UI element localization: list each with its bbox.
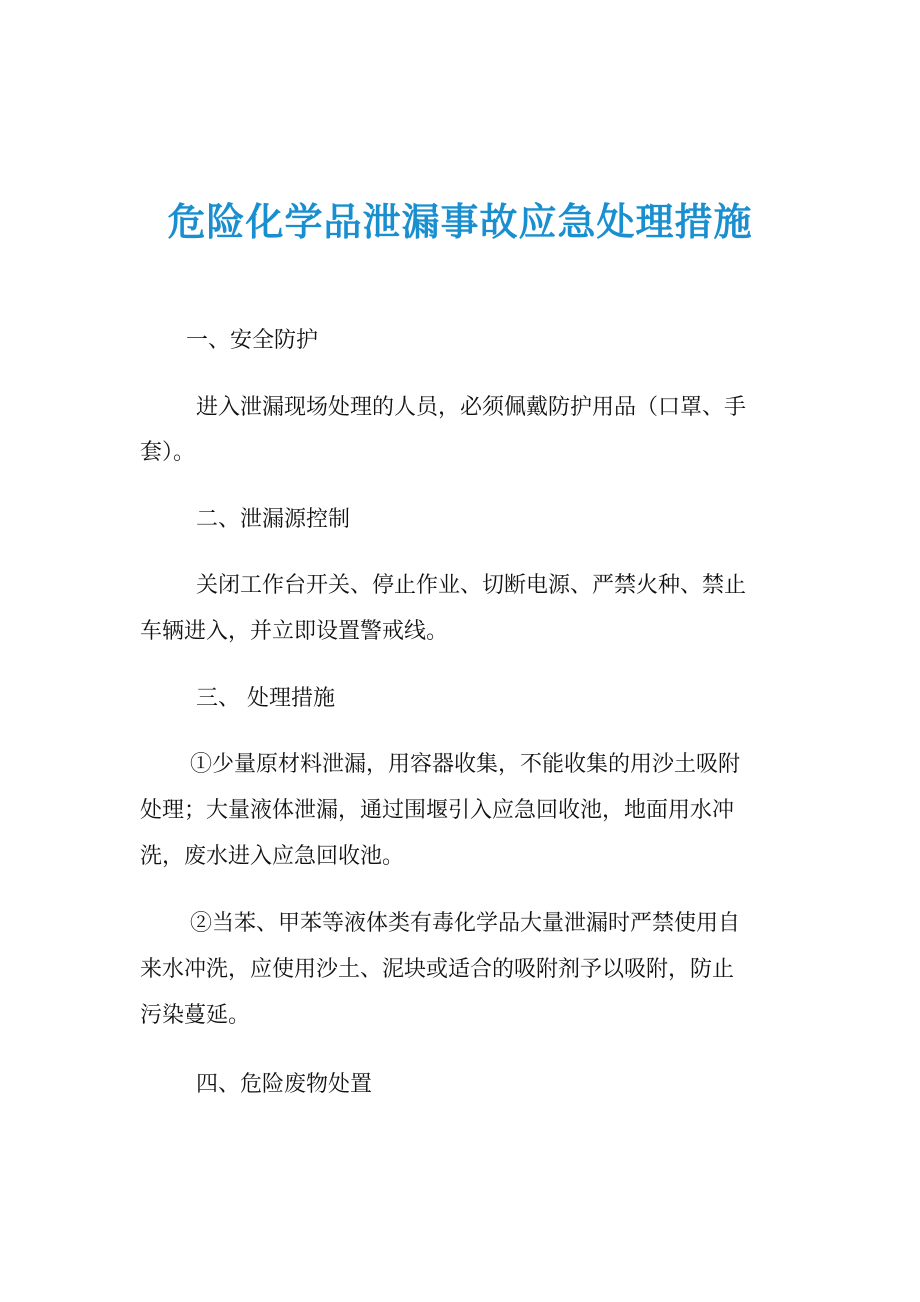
section-heading-4: 四、危险废物处置	[196, 1072, 373, 1097]
paragraph-line: 关闭工作台开关、停止作业、切断电源、严禁火种、禁止	[196, 573, 747, 598]
section-heading-2: 二、泄漏源控制	[196, 507, 351, 532]
paragraph-line: ①少量原材料泄漏，用容器收集，不能收集的用沙土吸附	[190, 752, 741, 777]
page-title: 危险化学品泄漏事故应急处理措施	[167, 200, 753, 244]
paragraph-line: 进入泄漏现场处理的人员，必须佩戴防护用品（口罩、手	[196, 395, 747, 420]
paragraph-line: 污染蔓延。	[140, 1003, 251, 1028]
section-heading-3: 三、 处理措施	[196, 686, 335, 711]
section-heading-1: 一、安全防护	[186, 328, 319, 353]
paragraph-line: 套）。	[140, 440, 196, 465]
paragraph-line: 洗，废水进入应急回收池。	[140, 844, 405, 869]
paragraph-line: 处理；大量液体泄漏，通过围堰引入应急回收池，地面用水冲	[140, 798, 735, 823]
paragraph-line: ②当苯、甲苯等液体类有毒化学品大量泄漏时严禁使用自	[190, 911, 741, 936]
paragraph-line: 车辆进入，并立即设置警戒线。	[140, 619, 449, 644]
paragraph-line: 来水冲洗，应使用沙土、泥块或适合的吸附剂予以吸附，防止	[140, 957, 735, 982]
